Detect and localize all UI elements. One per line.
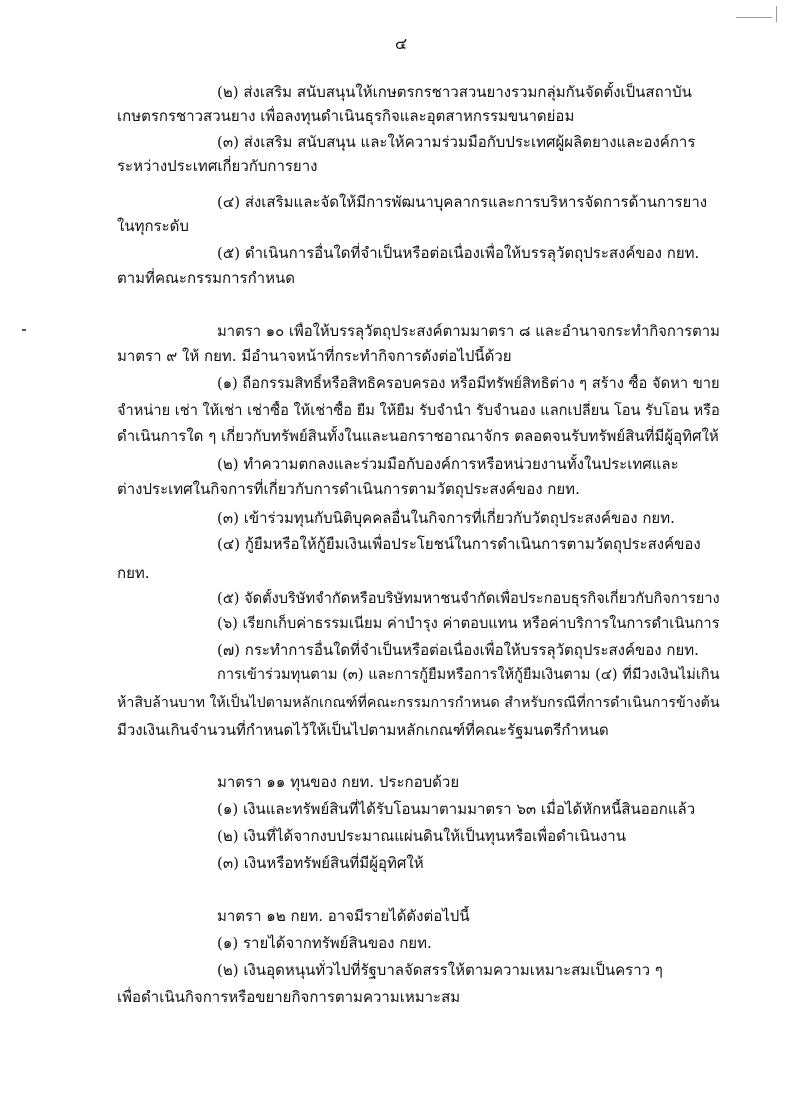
text-line: (๓) เข้าร่วมทุนกับนิติบุคคลอื่นในกิจการที่เกี่ยวกับวัตถุประสงค์ของ กยท. (217, 509, 675, 527)
text-line: กยท. (117, 564, 150, 582)
text-line: ตามที่คณะกรรมการกำหนด (117, 269, 295, 287)
text-line: มีวงเงินเกินจำนวนที่กำหนดไว้ให้เป็นไปตามหลักเกณฑ์ที่คณะรัฐมนตรีกำหนด (117, 721, 609, 739)
scan-speck (736, 17, 772, 18)
section-heading: มาตรา ๑๐ เพื่อให้บรรลุวัตถุประสงค์ตามมาตรา ๘ และอำนาจกระทำกิจการตาม (217, 323, 720, 340)
text-line: (๓) ส่งเสริม สนับสนุน และให้ความร่วมมือกับประเทศผู้ผลิตยางและองค์การ (217, 133, 696, 151)
text-line: (๒) เงินที่ได้จากงบประมาณแผ่นดินให้เป็นทุนหรือเพื่อดำเนินงาน (217, 827, 626, 845)
text-line: (๒) เงินอุดหนุนทั่วไปที่รัฐบาลจัดสรรให้ตามความเหมาะสมเป็นคราว ๆ (217, 961, 663, 979)
text-line: (๗) กระทำการอื่นใดที่จำเป็นหรือต่อเนื่องเพื่อให้บรรลุวัตถุประสงค์ของ กยท. (217, 641, 699, 659)
text-line: ห้าสิบล้านบาท ให้เป็นไปตามหลักเกณฑ์ที่คณะกรรมการกำหนด สำหรับกรณีที่การดำเนินการข้างต้น (117, 695, 720, 711)
text-line: (๑) ถือกรรมสิทธิ์หรือสิทธิครอบครอง หรือมีทรัพย์สิทธิต่าง ๆ สร้าง ซื้อ จัดหา ขาย (217, 375, 720, 392)
text-line: จำหน่าย เช่า ให้เช่า เช่าซื้อ ให้เช่าซื้อ ยืม ให้ยืม รับจำนำ รับจำนอง แลกเปลี่ยน โอน รับโอน หรือ (117, 402, 720, 419)
text-line: ต่างประเทศในกิจการที่เกี่ยวกับการดำเนินการตามวัตถุประสงค์ของ กยท. (117, 480, 580, 498)
scan-speck (776, 6, 777, 22)
text-line: เกษตรกรชาวสวนยาง เพื่อลงทุนดำเนินธุรกิจและอุตสาหกรรมขนาดย่อม (117, 107, 575, 125)
text-line: (๒) ส่งเสริม สนับสนุนให้เกษตรกรชาวสวนยางรวมกลุ่มกันจัดตั้งเป็นสถาบัน (217, 83, 692, 101)
page-number: ๔ (395, 34, 408, 53)
text-line: (๔) กู้ยืมหรือให้กู้ยืมเงินเพื่อประโยชน์ในการดำเนินการตามวัตถุประสงค์ของ (217, 535, 701, 553)
text-line: ระหว่างประเทศเกี่ยวกับการยาง (117, 157, 318, 175)
text-line: เพื่อดำเนินกิจการหรือขยายกิจการตามความเหมาะสม (117, 988, 461, 1006)
text-line: (๔) ส่งเสริมและจัดให้มีการพัฒนาบุคลากรและการบริหารจัดการด้านการยาง (217, 193, 708, 211)
text-line: (๒) ทำความตกลงและร่วมมือกับองค์การหรือหน่วยงานทั้งในประเทศและ (217, 455, 679, 473)
text-line: (๕) ดำเนินการอื่นใดที่จำเป็นหรือต่อเนื่องเพื่อให้บรรลุวัตถุประสงค์ของ กยท. (217, 244, 700, 262)
text-line: (๑) รายได้จากทรัพย์สินของ กยท. (217, 934, 432, 952)
text-line: (๓) เงินหรือทรัพย์สินที่มีผู้อุทิศให้ (217, 854, 424, 872)
scan-speck (22, 329, 26, 331)
text-line: (๑) เงินและทรัพย์สินที่ได้รับโอนมาตามมาตรา ๖๓ เมื่อได้หักหนี้สินออกแล้ว (217, 800, 696, 818)
text-line: ในทุกระดับ (117, 217, 189, 235)
section-heading: มาตรา ๑๑ ทุนของ กยท. ประกอบด้วย (217, 773, 460, 791)
text-line: (๖) เรียกเก็บค่าธรรมเนียม ค่าบำรุง ค่าตอบแทน หรือค่าบริการในการดำเนินการ (217, 615, 720, 632)
text-line: มาตรา ๙ ให้ กยท. มีอำนาจหน้าที่กระทำกิจการดังต่อไปนี้ด้วย (117, 347, 512, 365)
text-line: (๕) จัดตั้งบริษัทจำกัดหรือบริษัทมหาชนจำกัดเพื่อประกอบธุรกิจเกี่ยวกับกิจการยาง (217, 590, 720, 607)
text-line: การเข้าร่วมทุนตาม (๓) และการกู้ยืมหรือการให้กู้ยืมเงินตาม (๔) ที่มีวงเงินไม่เกิน (217, 666, 720, 683)
section-heading: มาตรา ๑๒ กยท. อาจมีรายได้ดังต่อไปนี้ (217, 907, 470, 925)
text-line: ดำเนินการใด ๆ เกี่ยวกับทรัพย์สินทั้งในและนอกราชอาณาจักร ตลอดจนรับทรัพย์สินที่มีผู้อุทิศให้ (117, 427, 719, 445)
